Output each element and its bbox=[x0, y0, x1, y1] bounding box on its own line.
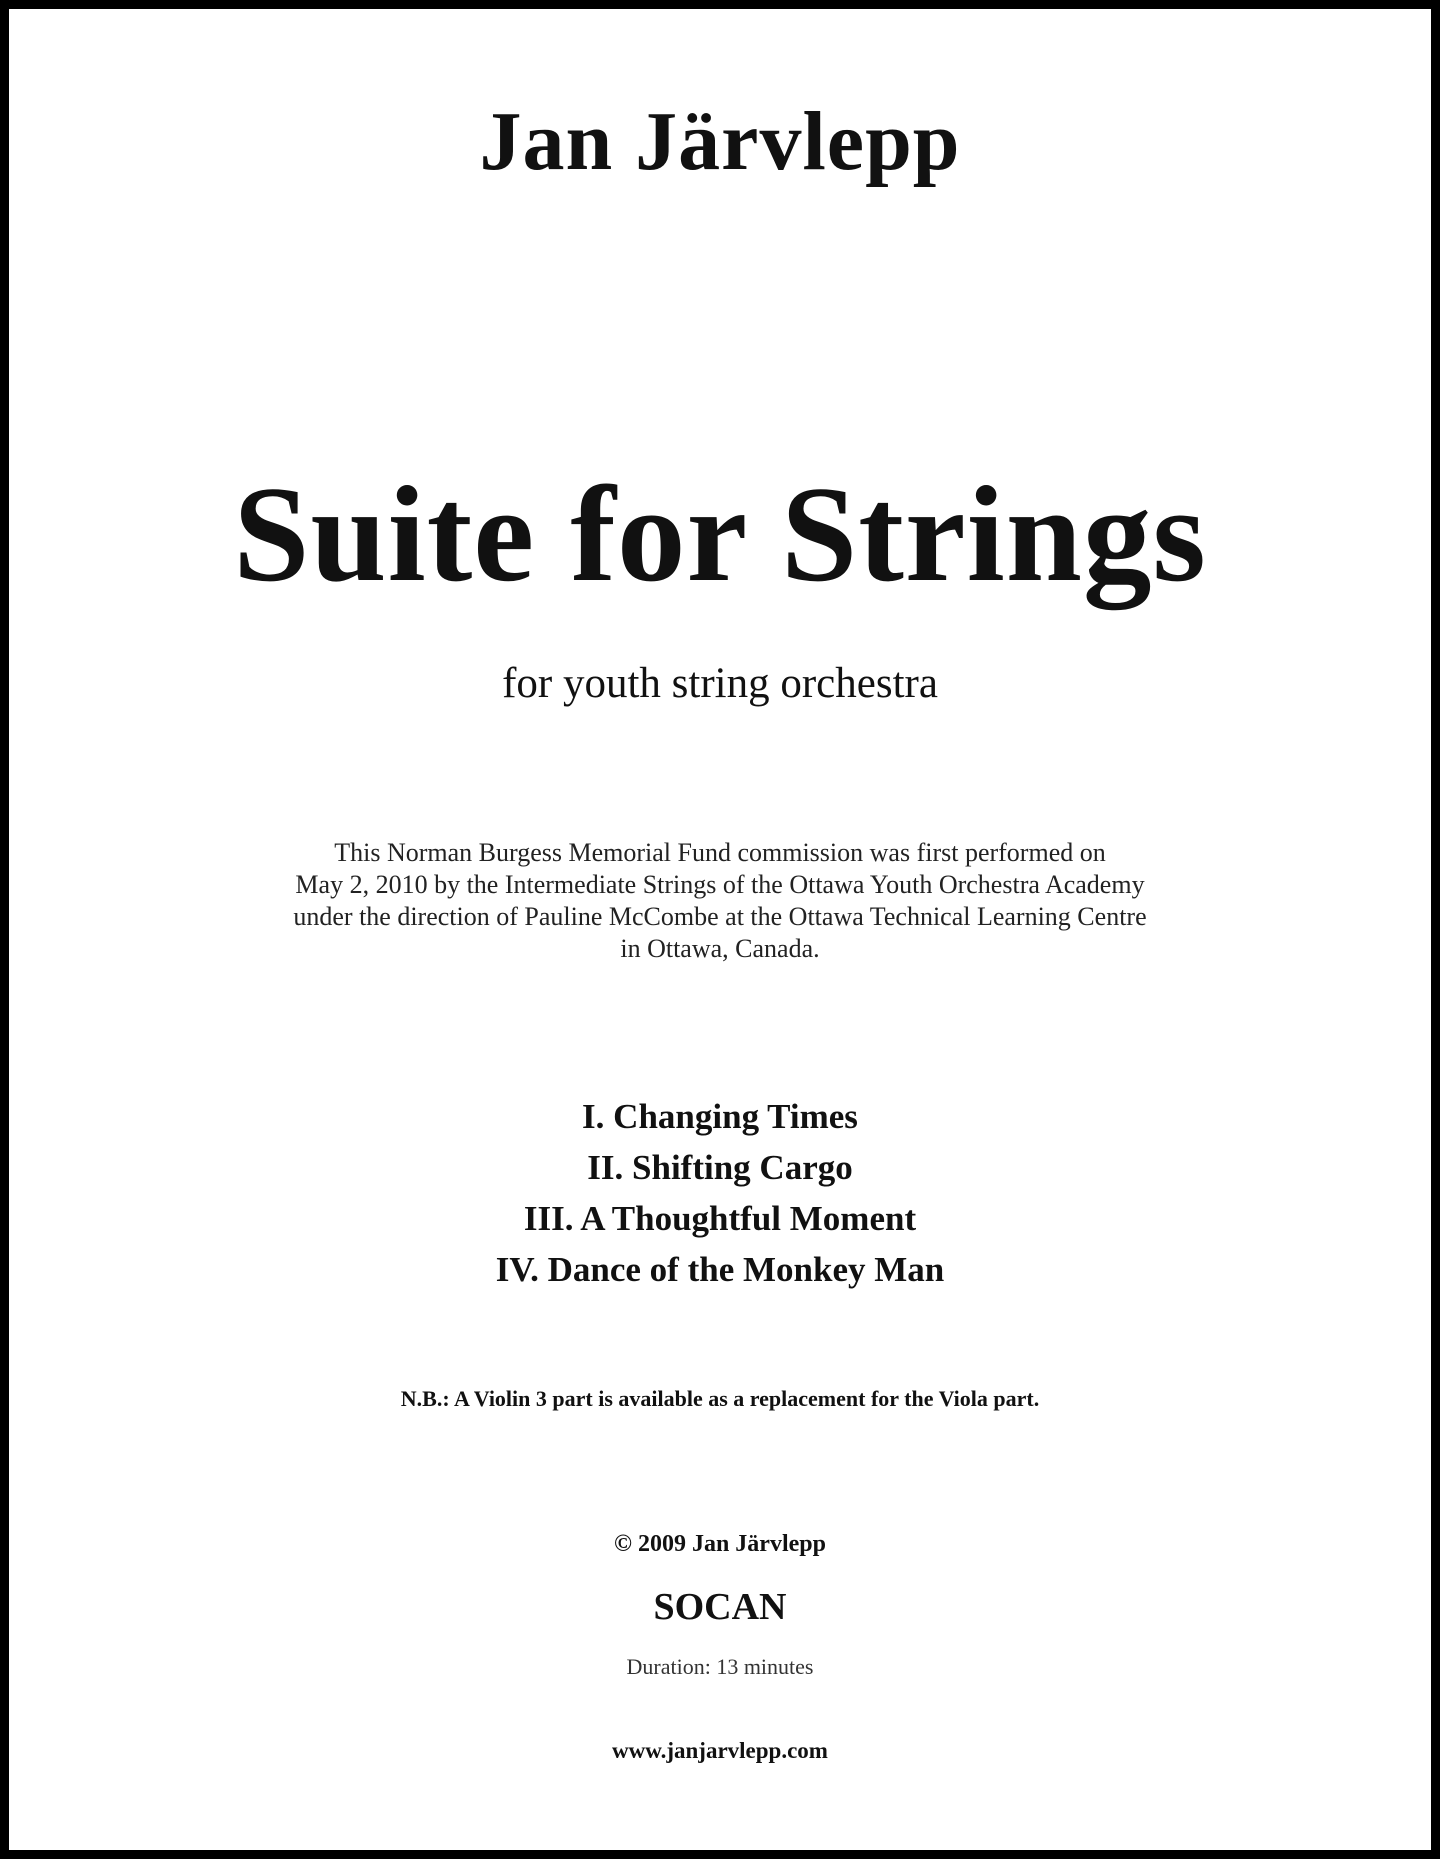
copyright-notice: © 2009 Jan Järvlepp bbox=[614, 1531, 826, 1557]
duration-text: Duration: 13 minutes bbox=[626, 1654, 814, 1679]
instrumentation-note: N.B.: A Violin 3 part is available as a replacement for the Viola part. bbox=[400, 1386, 1040, 1411]
composer-name: Jan Järvlepp bbox=[479, 95, 961, 188]
work-subtitle: for youth string orchestra bbox=[502, 660, 938, 707]
premiere-note bbox=[9, 837, 1431, 965]
movement-list bbox=[9, 1091, 1431, 1295]
movement-item: II. Shifting Cargo bbox=[587, 1148, 853, 1187]
premiere-note-line: May 2, 2010 by the Intermediate Strings of the Ottawa Youth Orchestra Academy bbox=[295, 870, 1145, 899]
movement-item: III. A Thoughtful Moment bbox=[523, 1199, 917, 1238]
premiere-note-line: under the direction of Pauline McCombe at the Ottawa Technical Learning Centre bbox=[293, 902, 1147, 931]
rights-organization: SOCAN bbox=[653, 1586, 787, 1628]
website-url: www.janjarvlepp.com bbox=[612, 1738, 828, 1763]
work-title: Suite for Strings bbox=[233, 458, 1207, 610]
movement-item: IV. Dance of the Monkey Man bbox=[495, 1250, 945, 1289]
premiere-note-line: in Ottawa, Canada. bbox=[620, 934, 820, 963]
movement-item: I. Changing Times bbox=[582, 1097, 858, 1136]
premiere-note-line: This Norman Burgess Memorial Fund commission was first performed on bbox=[334, 838, 1106, 867]
